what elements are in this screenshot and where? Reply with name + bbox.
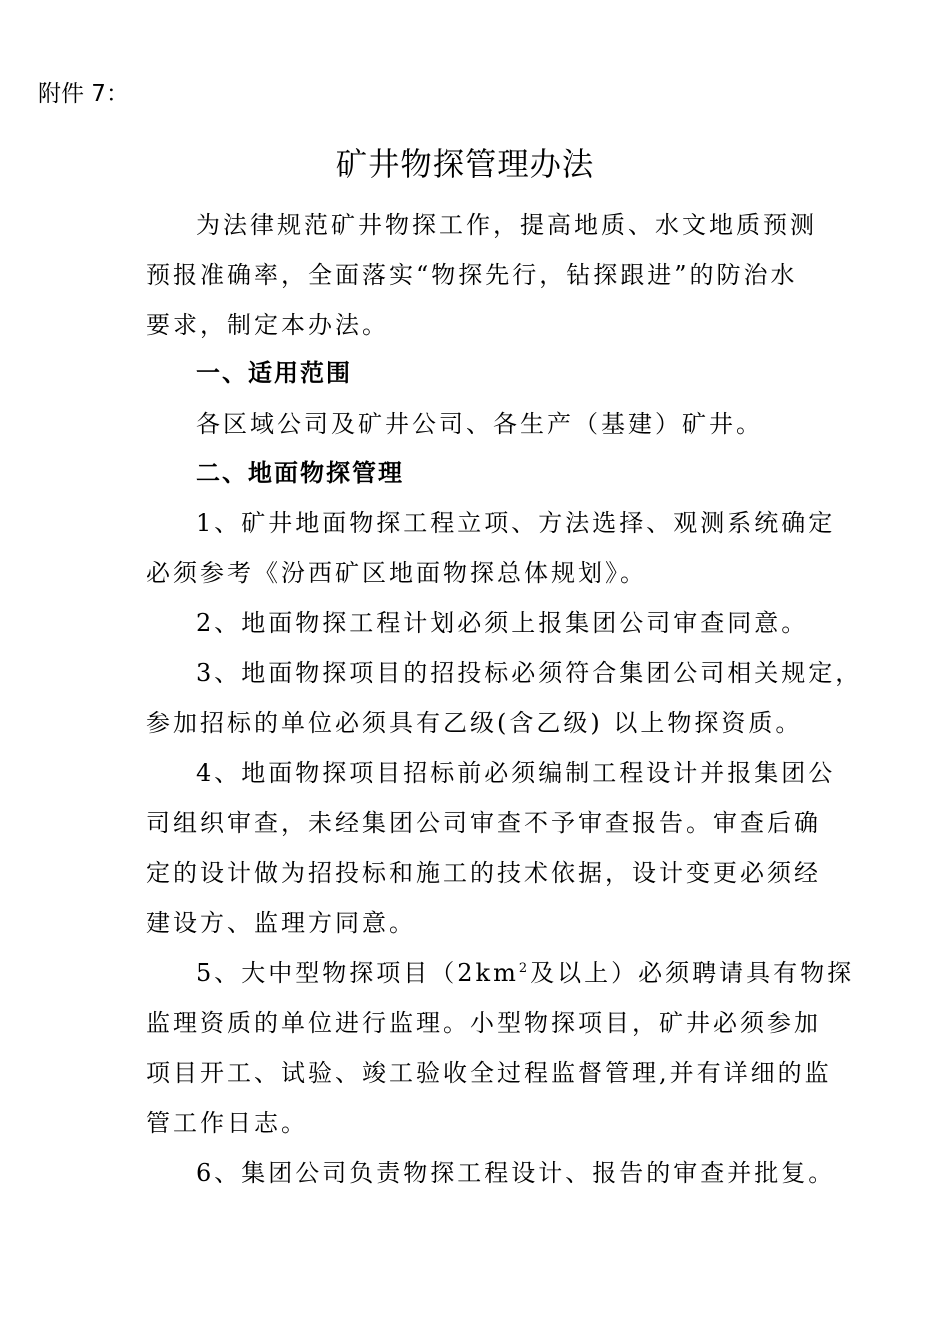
section-1-text: 各区域公司及矿井公司、各生产（基建）矿井。 (196, 410, 763, 438)
intro-line-1: 为法律规范矿井物探工作，提高地质、水文地质预测 (196, 211, 817, 239)
section-1-heading: 一、适用范围 (196, 359, 352, 387)
attachment-label: 附件 7： (38, 81, 129, 107)
item-5-line-1-post: 及以上）必须聘请具有物探 (530, 959, 855, 987)
item-4-line-3: 定的设计做为招投标和施工的技术依据，设计变更必须经 (146, 859, 821, 887)
page-title: 矿井物探管理办法 (335, 145, 595, 183)
intro-line-2: 预报准确率，全面落实“物探先行，钻探跟进”的防治水 (146, 261, 798, 289)
item-5-line-4: 管工作日志。 (146, 1109, 308, 1137)
item-5-line-1 (196, 953, 854, 993)
item-5-line-3: 项目开工、试验、竣工验收全过程监督管理,并有详细的监 (146, 1059, 832, 1087)
item-5-superscript: 2 (518, 961, 531, 976)
section-2-heading: 二、地面物探管理 (196, 459, 404, 487)
item-1-line-1: 1、矿井地面物探工程立项、方法选择、观测系统确定 (196, 509, 836, 537)
intro-line-3: 要求，制定本办法。 (146, 311, 389, 339)
item-3-line-2: 参加招标的单位必须具有乙级(含乙级) 以上物探资质。 (146, 709, 803, 737)
item-4-line-4: 建设方、监理方同意。 (146, 909, 416, 937)
item-3-line-1: 3、地面物探项目的招投标必须符合集团公司相关规定， (196, 659, 863, 687)
item-6-line: 6、集团公司负责物探工程设计、报告的审查并批复。 (196, 1159, 836, 1187)
item-4-line-2: 司组织审查，未经集团公司审查不予审查报告。审查后确 (146, 809, 821, 837)
item-5-line-2: 监理资质的单位进行监理。小型物探项目，矿井必须参加 (146, 1009, 821, 1037)
item-2-line: 2、地面物探工程计划必须上报集团公司审查同意。 (196, 609, 809, 637)
item-1-line-2: 必须参考《汾西矿区地面物探总体规划》。 (146, 559, 647, 587)
item-5-line-1-pre: 5、大中型物探项目（2km (196, 959, 519, 987)
item-4-line-1: 4、地面物探项目招标前必须编制工程设计并报集团公 (196, 759, 836, 787)
